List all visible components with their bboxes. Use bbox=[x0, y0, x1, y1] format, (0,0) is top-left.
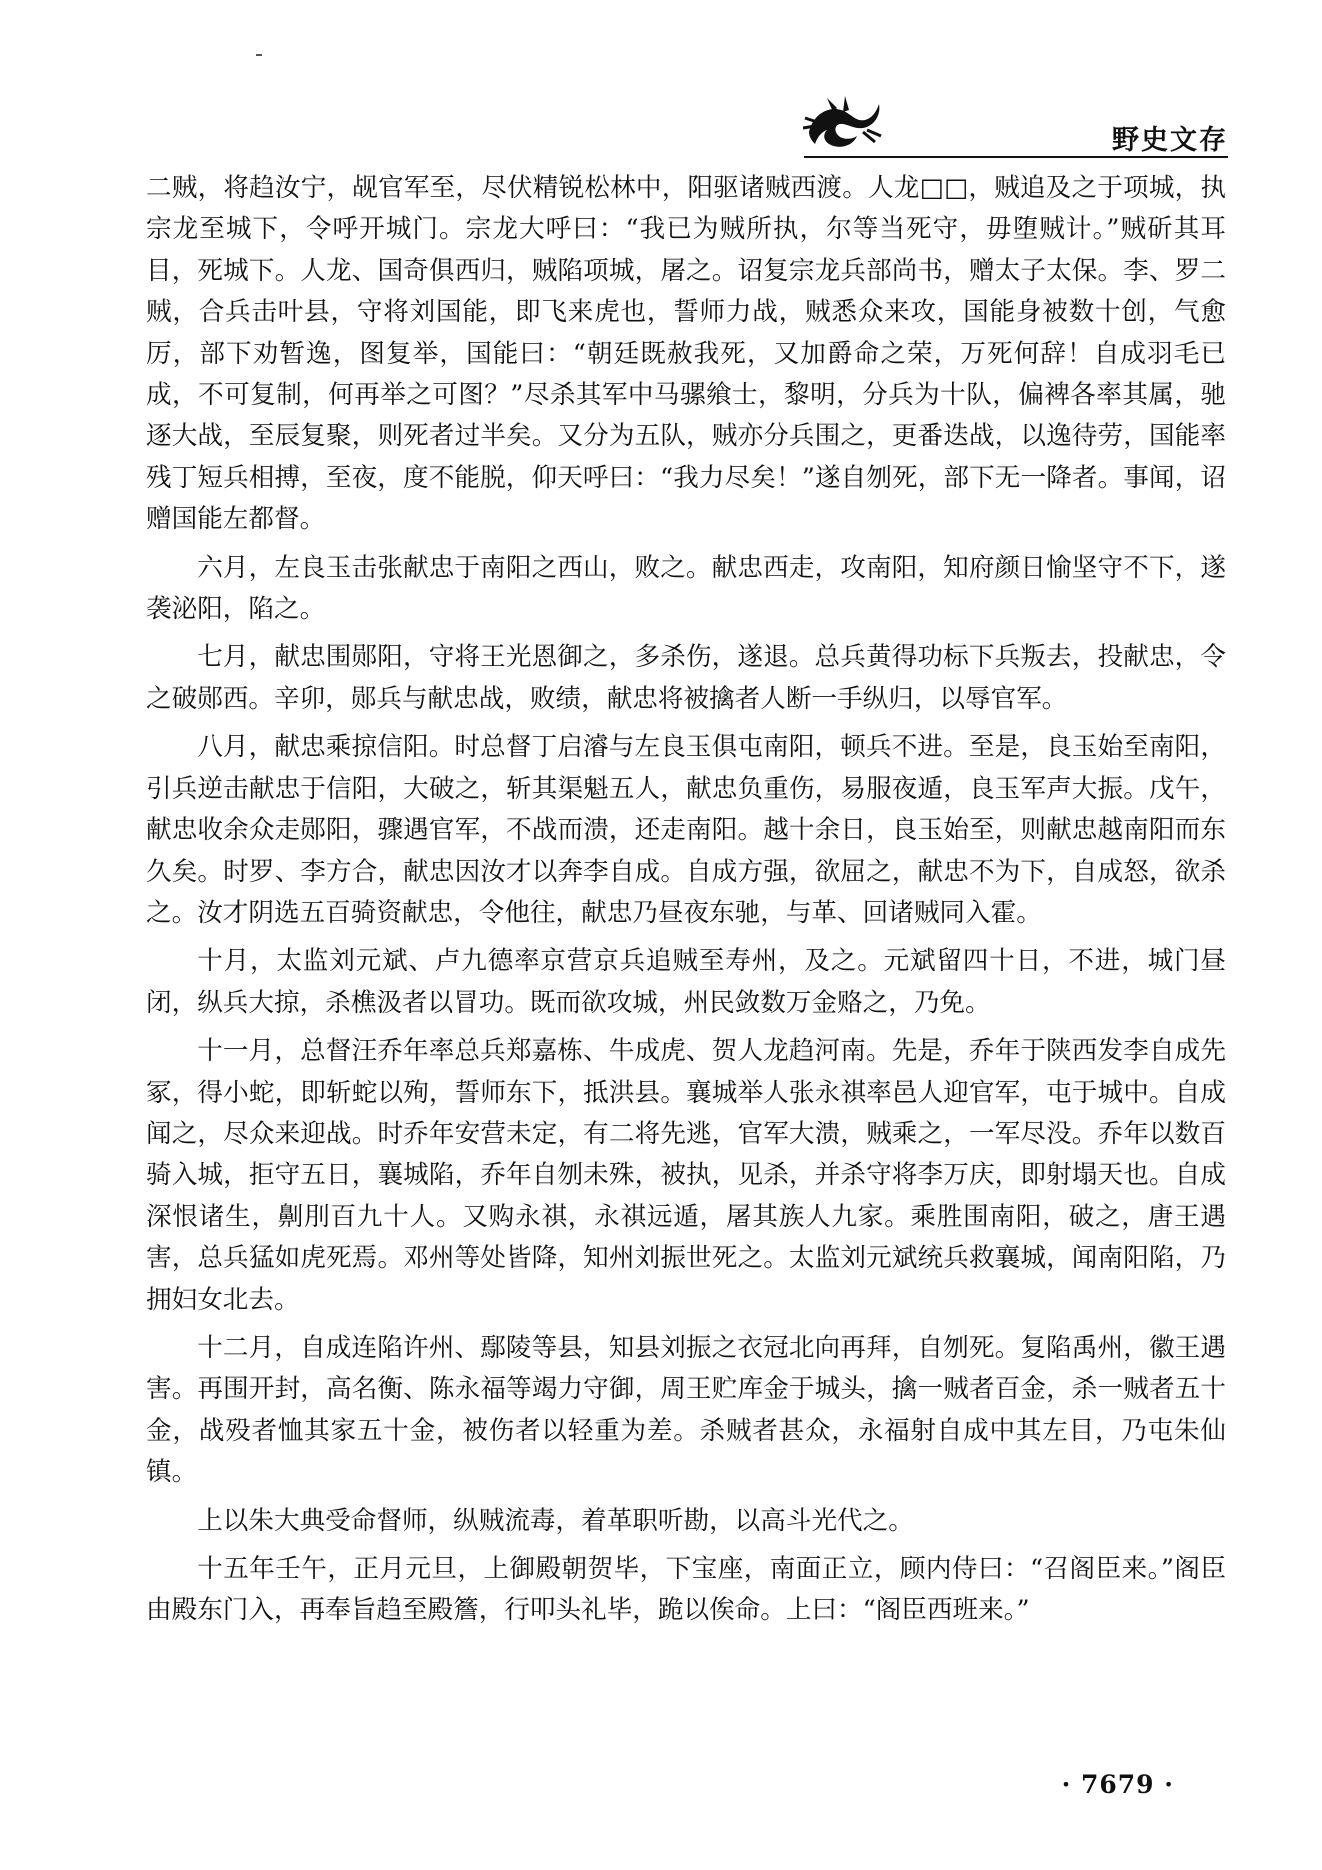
dragon-emblem-icon bbox=[803, 92, 883, 156]
paragraph-continued: 二贼，将趋汝宁，觇官军至，尽伏精锐松林中，阳驱诸贼西渡。人龙□□，贼追及之于项城，执宗龙至城下，令呼开城门。宗龙大呼曰：“我已为贼所执，尔等当死守，毋堕贼计。”贼斫其耳目，死城下。人龙、国奇俱西归，贼陷项城，屠之。诏复宗龙兵部尚书，赠太子太保。李、罗二贼，合兵击叶县，守将刘国能，即飞来虎也，誓师力战，贼悉众来攻，国能身被数十创，气愈厉，部下劝暂逸，图复举，国能曰：“朝廷既赦我死，又加爵命之荣，万死何辞！自成羽毛已成，不可复制，何再举之可图？”尽杀其军中马骡飨士，黎明，分兵为十队，偏裨各率其属，驰逐大战，至辰复聚，则死者过半矣。又分为五队，贼亦分兵围之，更番迭战，以逸待劳，国能率残丁短兵相搏，至夜，度不能脱，仰天呼曰：“我力尽矣！”遂自刎死，部下无一降者。事闻，诏赠国能左都督。 bbox=[146, 173, 1226, 535]
paragraph: 十五年壬午，正月元旦，上御殿朝贺毕，下宝座，南面正立，顾内侍曰：“召阁臣来。”阁臣由殿东门入，再奉旨趋至殿簷，行叩头礼毕，跪以俟命。上曰：“阁臣西班来。” bbox=[146, 1554, 1226, 1626]
paragraph: 十月，太监刘元斌、卢九德率京营京兵追贼至寿州，及之。元斌留四十日，不进，城门昼闭，纵兵大掠，杀樵汲者以冒功。既而欲攻城，州民敛数万金赂之，乃免。 bbox=[146, 946, 1226, 1018]
header-rule bbox=[804, 156, 1228, 158]
paragraph: 七月，献忠围郧阳，守将王光恩御之，多杀伤，遂退。总兵黄得功标下兵叛去，投献忠，令之破郧西。辛卯，郧兵与献忠战，败绩，献忠将被擒者人断一手纵归，以辱官军。 bbox=[146, 642, 1226, 714]
paragraph: 十二月，自成连陷许州、鄢陵等县，知县刘振之衣冠北向再拜，自刎死。复陷禹州，徽王遇害。再围开封，高名衡、陈永福等竭力守御，周王贮库金于城头，擒一贼者百金，杀一贼者五十金，战殁者恤其家五十金，被伤者以轻重为差。杀贼者甚众，永福射自成中其左目，乃屯朱仙镇。 bbox=[146, 1332, 1226, 1488]
scan-speck bbox=[256, 54, 262, 56]
paragraph: 十一月，总督汪乔年率总兵郑嘉栋、牛成虎、贺人龙趋河南。先是，乔年于陕西发李自成先冢，得小蛇，即斩蛇以殉，誓师东下，抵洪县。襄城举人张永祺率邑人迎官军，屯于城中。自成闻之，尽众来迎战。时乔年安营未定，有二将先逃，官军大溃，贼乘之，一军尽没。乔年以数百骑入城，拒守五日，襄城陷，乔年自刎未殊，被执，见杀，并杀守将李万庆，即射塌天也。自成深恨诸生，劓刖百九十人。又购永祺，永祺远遁，屠其族人九家。乘胜围南阳，破之，唐王遇害，总兵猛如虎死焉。邓州等处皆降，知州刘振世死之。太监刘元斌统兵救襄城，闻南阳陷，乃拥妇女北去。 bbox=[146, 1036, 1226, 1315]
page-body bbox=[146, 168, 1226, 1639]
running-header-title: 野史文存 bbox=[1112, 125, 1228, 156]
paragraph: 八月，献忠乘掠信阳。时总督丁启濬与左良玉俱屯南阳，顿兵不进。至是，良玉始至南阳，引兵逆击献忠于信阳，大破之，斩其渠魁五人，献忠负重伤，易服夜遁，良玉军声大振。戊午，献忠收余众走郧阳，骤遇官军，不战而溃，还走南阳。越十余日，良玉始至，则献忠越南阳而东久矣。时罗、李方合，献忠因汝才以奔李自成。自成方强，欲屈之，献忠不为下，自成怒，欲杀之。汝才阴选五百骑资献忠，令他往，献忠乃昼夜东驰，与革、回诸贼同入霍。 bbox=[146, 732, 1226, 928]
paragraph: 六月，左良玉击张献忠于南阳之西山，败之。献忠西走，攻南阳，知府颜日愉坚守不下，遂袭泌阳，陷之。 bbox=[146, 552, 1226, 625]
page-number: · 7679 · bbox=[1061, 1770, 1174, 1799]
paragraph: 上以朱大典受命督师，纵贼流毒，着革职听勘，以高斗光代之。 bbox=[197, 1505, 914, 1536]
